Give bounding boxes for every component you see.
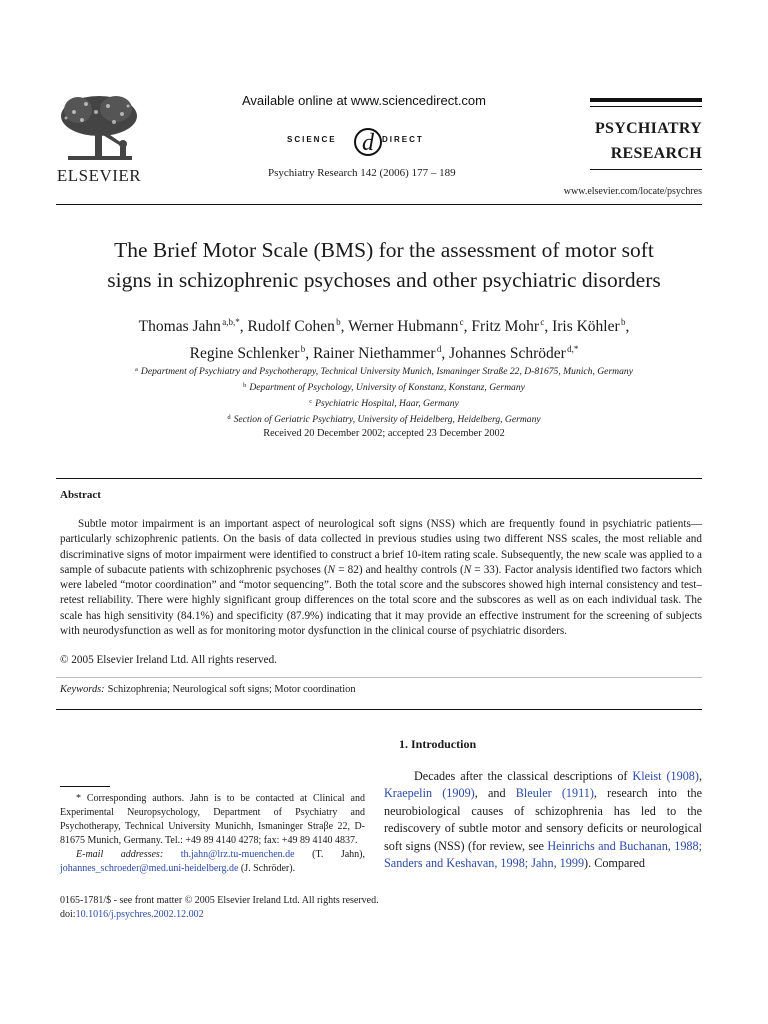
author-list: [40, 311, 728, 365]
abstract-paragraph: [60, 517, 702, 639]
intro-text: , research into the neurobiological causes of schizophrenia has led to the rediscovery of subtle motor and sensory deficits or neurological soft signs (NSS) (for review, see: [384, 786, 702, 853]
citation-link[interactable]: Heinrichs and Buchanan, 1988; Sanders and Keshavan, 1998; Jahn, 1999: [384, 838, 702, 871]
affiliation-mark: d: [227, 414, 231, 421]
abstract-text: = 82) and healthy controls (: [335, 563, 464, 576]
abstract-heading: Abstract: [60, 489, 101, 501]
doi-label: doi:: [60, 909, 76, 920]
email-owner: (J. Schröder).: [238, 863, 296, 875]
header-divider: [56, 204, 702, 205]
affiliation-mark: c: [309, 398, 313, 405]
brand-rule: [590, 98, 702, 102]
brand-rule: [590, 106, 702, 107]
author-sep: ,: [340, 318, 349, 335]
author-name: Werner Hubmann: [348, 318, 459, 335]
citation-link[interactable]: Kraepelin (1909): [384, 786, 475, 801]
footnote-emails: [60, 848, 365, 876]
svg-text:d: d: [362, 130, 374, 156]
keywords-label: Keywords:: [60, 684, 105, 695]
author-sep: ,: [239, 318, 248, 335]
author-sep: ,: [441, 345, 450, 362]
author-line: [40, 338, 728, 365]
title-line: The Brief Motor Scale (BMS) for the assessment of motor soft: [114, 238, 654, 262]
email-label: E-mail addresses:: [76, 849, 164, 861]
author-name: Regine Schlenker: [189, 345, 300, 362]
affiliation-text: Section of Geriatric Psychiatry, University of Heidelberg, Heidelberg, Germany: [233, 414, 541, 425]
affiliation: [40, 363, 728, 379]
citation-link[interactable]: Kleist (1908): [632, 769, 699, 783]
affiliation-mark: b: [243, 382, 247, 389]
received-dates: Received 20 December 2002; accepted 23 December 2002: [263, 428, 505, 439]
article-title: [40, 235, 728, 295]
title-line: signs in schizophrenic psychoses and other psychiatric disorders: [107, 268, 661, 292]
intro-text: , and: [474, 786, 516, 801]
affiliation-mark: a: [135, 366, 138, 373]
journal-brand-line: RESEARCH: [610, 145, 702, 162]
author-affil-mark[interactable]: d: [436, 344, 442, 354]
email-owner: (T. Jahn),: [294, 849, 366, 861]
keywords: [60, 684, 356, 695]
issn-line: 0165-1781/$ - see front matter © 2005 Elsevier Ireland Ltd. All rights reserved.: [60, 895, 379, 906]
abstract-n-symbol: N: [463, 563, 472, 576]
citation-link[interactable]: Bleuler (1911): [515, 786, 594, 801]
email-link-jahn[interactable]: th.jahn@lrz.tu-muenchen.de: [180, 849, 295, 861]
author-affil-mark[interactable]: b: [336, 317, 341, 327]
author-affil-mark[interactable]: c: [459, 317, 464, 327]
journal-reference: Psychiatry Research 142 (2006) 177 – 189: [268, 167, 456, 179]
publisher-name: ELSEVIER: [56, 166, 142, 185]
author-affil-mark[interactable]: c: [540, 317, 545, 327]
author-name: Fritz Mohr: [471, 318, 540, 335]
affiliation-text: Psychiatric Hospital, Haar, Germany: [315, 398, 459, 409]
author-name: Rainer Niethammer: [312, 345, 436, 362]
author-affil-mark[interactable]: d,*: [567, 344, 579, 354]
author-name: Johannes Schröder: [449, 345, 566, 362]
keywords-list: Schizophrenia; Neurological soft signs; Motor coordination: [107, 684, 356, 695]
abstract-bottom-divider: [56, 709, 702, 710]
author-line: [40, 311, 728, 338]
author-sep: ,: [544, 318, 553, 335]
author-affil-mark[interactable]: b: [620, 317, 626, 327]
abstract-text: = 33). Factor analysis identified two factors which were labeled “motor coordination” and “motor sequencing”. Both the total score and the subscores showed high internal consistency and test–retest reliability. There were highly significant group differences on the total score and the subscores as well as on each individual task. The scale has high sensitivity (84.1%) and specificity (87.9%) indicating that it may provide an effective instrument for the screening of subjects with neurodysfunction as well as for monitoring motor dysfunction in the clinical course of psychiatric disorders.: [60, 563, 702, 638]
author-name: Thomas Jahn: [138, 318, 221, 335]
intro-text: Decades after the classical descriptions of: [414, 769, 633, 783]
author-sep: ,: [305, 345, 313, 362]
affiliation-list: [40, 363, 728, 427]
sciencedirect-logo-right: DIRECT: [382, 135, 424, 144]
author-affil-mark[interactable]: a,b,*: [222, 317, 240, 327]
intro-text: ). Compared: [584, 856, 645, 871]
sciencedirect-logo-left: SCIENCE: [287, 135, 337, 144]
author-affil-mark[interactable]: b: [300, 344, 306, 354]
journal-url-link[interactable]: www.elsevier.com/locate/psychres: [563, 186, 702, 197]
author-name: Rudolf Cohen: [247, 318, 335, 335]
abstract-text: Subtle motor impairment is an important aspect of neurological soft signs (NSS) which are frequently found in psychiatric patients—particularly schizophrenic patients. On the basis of data collected in previous studies using two different NSS scales, the most reliable and discriminative signs of motor impairment were identified to construct a brief 10-item rating scale. Subsequently, the new scale was applied to a sample of subacute patients with schizophrenic psychoses (: [60, 518, 702, 576]
abstract-body: [60, 517, 702, 639]
section-heading-introduction: 1. Introduction: [399, 737, 477, 751]
affiliation: [40, 395, 728, 411]
corresponding-author-footnote: [60, 792, 365, 877]
front-matter: [60, 894, 379, 922]
footnote-rule: [60, 786, 110, 787]
author-name: Iris Köhler: [552, 318, 620, 335]
introduction-paragraph: [384, 768, 702, 872]
affiliation: [40, 379, 728, 395]
affiliation-text: Department of Psychology, University of Konstanz, Konstanz, Germany: [249, 382, 525, 393]
doi-link[interactable]: 10.1016/j.psychres.2002.12.002: [75, 909, 204, 920]
available-online-text: Available online at www.sciencedirect.com: [242, 93, 486, 108]
journal-brand: [560, 116, 702, 166]
abstract-n-symbol: N: [327, 563, 336, 576]
abstract-top-divider: [56, 478, 702, 479]
affiliation: [40, 411, 728, 427]
journal-brand-line: PSYCHIATRY: [594, 120, 702, 137]
email-link-schroeder[interactable]: johannes_schroeder@med.uni-heidelberg.de: [60, 863, 239, 875]
footnote-text: * Corresponding authors. Jahn is to be contacted at Clinical and Experimental Neuropsychology, Department of Psychiatry and Psychotherapy, Technical University Munichh, Ismaninger Straβe 22, D-81675 Munich, Germany. Tel.: +49 89 4140 4278; fax: +49 89 4140 4837.: [60, 793, 365, 847]
author-sep: ,: [625, 318, 630, 335]
author-sep: ,: [463, 318, 472, 335]
keywords-divider: [56, 677, 702, 678]
intro-text: ,: [698, 769, 702, 783]
doi-line: [60, 908, 379, 922]
abstract-copyright: © 2005 Elsevier Ireland Ltd. All rights reserved.: [60, 654, 277, 666]
brand-rule: [590, 169, 702, 170]
affiliation-text: Department of Psychiatry and Psychotherapy, Technical University Munich, Ismaninger Straße 22, D-81675, Munich, Germany: [140, 366, 633, 377]
